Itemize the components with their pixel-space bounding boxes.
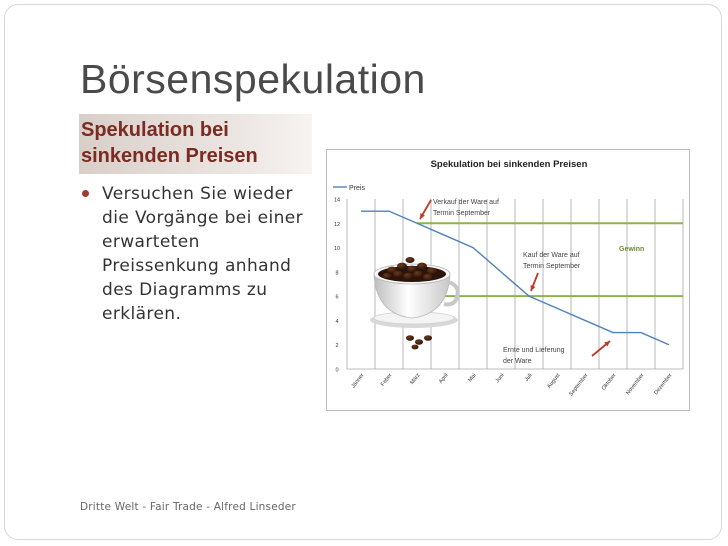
slide-title: Börsenspekulation	[80, 56, 426, 102]
y-tick-label: 10	[333, 246, 341, 253]
x-tick-label: Mai	[467, 372, 478, 384]
x-tick-label: März	[409, 372, 422, 386]
x-tick-label: Oktober	[600, 372, 618, 392]
bullet-text: Versuchen Sie wieder die Vorgänge bei einer erwarteten Preissenkung anhand des Diagramms zu erklären.	[102, 184, 303, 324]
annotation-label: Termin September	[433, 210, 491, 217]
annotation-label: Termin September	[523, 263, 581, 270]
slide-subtitle: Spekulation bei sinkenden Preisen	[81, 119, 258, 167]
chart-title: Spekulation bei sinkenden Preisen	[430, 159, 588, 170]
x-tick-label: Juli	[523, 372, 534, 383]
x-tick-label: August	[546, 372, 562, 390]
annotation-label: Ernte und Lieferung	[503, 347, 565, 354]
x-tick-label: Dezember	[653, 372, 674, 397]
y-tick-label: 0	[335, 367, 339, 374]
annotation-label: der Ware	[503, 358, 532, 365]
annotation-label: Verkauf der Ware auf	[433, 199, 499, 206]
y-tick-label: 12	[333, 221, 341, 228]
x-tick-label: November	[625, 372, 646, 397]
y-tick-label: 4	[335, 318, 339, 325]
bullet-dot-icon	[82, 190, 89, 197]
y-tick-label: 14	[333, 197, 341, 204]
y-tick-label: 2	[335, 343, 339, 350]
x-tick-label: Feber	[379, 372, 394, 388]
legend-label: Preis	[349, 185, 365, 192]
x-tick-label: September	[568, 372, 590, 398]
annotation-label: Kauf der Ware auf	[523, 252, 580, 259]
coffee-cup-image	[362, 252, 462, 352]
x-tick-label: Juni	[494, 372, 506, 385]
slide-footer: Dritte Welt - Fair Trade - Alfred Linseder	[80, 501, 296, 513]
annotation-label: Gewinn	[619, 246, 645, 253]
x-tick-label: April	[438, 372, 450, 385]
y-tick-label: 6	[335, 294, 339, 301]
x-tick-label: Jänner	[350, 372, 366, 390]
y-tick-label: 8	[335, 270, 339, 277]
